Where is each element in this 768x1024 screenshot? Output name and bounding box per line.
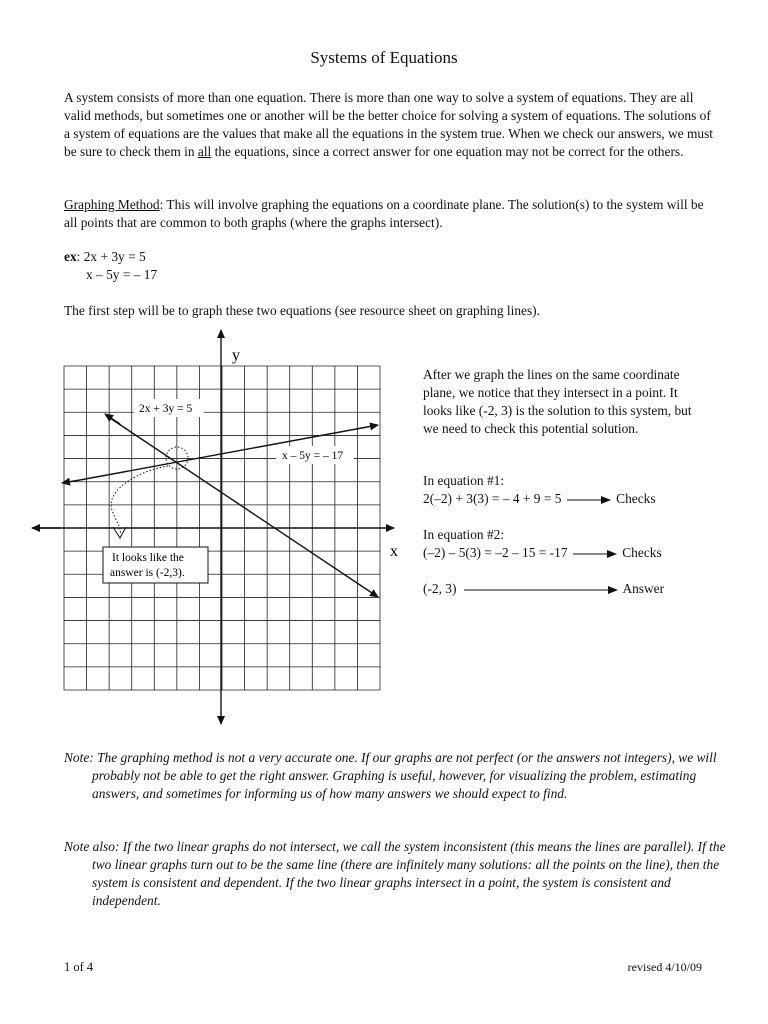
example-equations: [64, 248, 157, 284]
page-title: Systems of Equations: [310, 48, 458, 67]
x-axis-label: x: [390, 543, 398, 560]
callout-curve-arrow: [111, 466, 168, 535]
arrow-right-icon: [571, 549, 619, 559]
equation-1-check-row: [423, 491, 656, 507]
equation-2-heading: In equation #2:: [423, 527, 505, 542]
example-equation-2: x – 5y = – 17: [86, 267, 158, 282]
answer-label: Answer: [622, 581, 665, 596]
intro-text-end: the equations, since a correct answer for one equation may not be correct for the others.: [211, 144, 684, 159]
note-consistency: Note also: If the two linear graphs do not intersect, we call the system inconsistent (this means the lines are parallel). If the two linear graphs turn out to be the same line (there are infinitely many solutions: all the points on the line), then the system is consistent and dependent. If the two linear graphs intersect in a point, the system is consistent and independent.: [64, 839, 726, 908]
graphing-method-paragraph: [64, 196, 714, 232]
side-explanation: After we graph the lines on the same coordinate plane, we notice that they intersect in a point. It looks like (-2, 3) is the solution to this system, but we need to check this potential solution.: [423, 367, 692, 436]
callout-text-line-2: answer is (-2,3).: [110, 567, 185, 579]
arrow-right-icon: [565, 495, 613, 505]
page-number: 1 of 4: [64, 960, 94, 974]
y-axis-label: y: [232, 347, 240, 364]
graphing-method-text: : This will involve graphing the equations on a coordinate plane. The solution(s) to the system will be all points that are common to both graphs (where the graphs intersect).: [64, 197, 704, 230]
intro-paragraph: [64, 89, 714, 161]
graphing-method-heading: Graphing Method: [64, 197, 160, 212]
equation-1-check: 2(–2) + 3(3) = – 4 + 9 = 5: [423, 491, 562, 506]
callout-text-line-1: It looks like the: [112, 552, 184, 564]
equation-1-result: Checks: [616, 491, 656, 506]
line-1-label: 2x + 3y = 5: [139, 403, 193, 415]
first-step-text: The first step will be to graph these two equations (see resource sheet on graphing lines).: [64, 303, 540, 318]
revision-date: revised 4/10/09: [627, 960, 702, 974]
example-equation-1: : 2x + 3y = 5: [76, 249, 146, 264]
equation-2-check-row: [423, 545, 662, 561]
intro-emphasis-all: all: [197, 144, 212, 159]
equation-2-check: (–2) – 5(3) = –2 – 15 = -17: [423, 545, 568, 560]
equation-2-result: Checks: [622, 545, 662, 560]
answer-point: (-2, 3): [423, 581, 457, 596]
note-accuracy: Note: The graphing method is not a very accurate one. If our graphs are not perfect (or the answers not integers), we will probably not be able to get the right answer. Graphing is useful, however, for visualizing the problem, estimating answers, and sometimes for informing us of how many answers we should expect to find.: [64, 750, 717, 801]
example-label: ex: [64, 249, 77, 264]
intro-text-start: A system consists of more than one equation. There is more than one way to solve a system of equations. They are all valid methods, but sometimes one or another will be the better choice for solving a system of equations. The solutions of a system of equations are the values that make all the equations in the system true. When we check our answers, we must be sure to check them in: [64, 90, 714, 159]
line-2-label: x – 5y = – 17: [282, 450, 344, 462]
arrow-right-icon: [460, 585, 620, 595]
coordinate-graph: [0, 320, 400, 730]
line-2x-plus-3y-eq-5-start: [105, 414, 120, 424]
equation-1-heading: In equation #1:: [423, 473, 505, 488]
answer-row: [423, 581, 664, 597]
